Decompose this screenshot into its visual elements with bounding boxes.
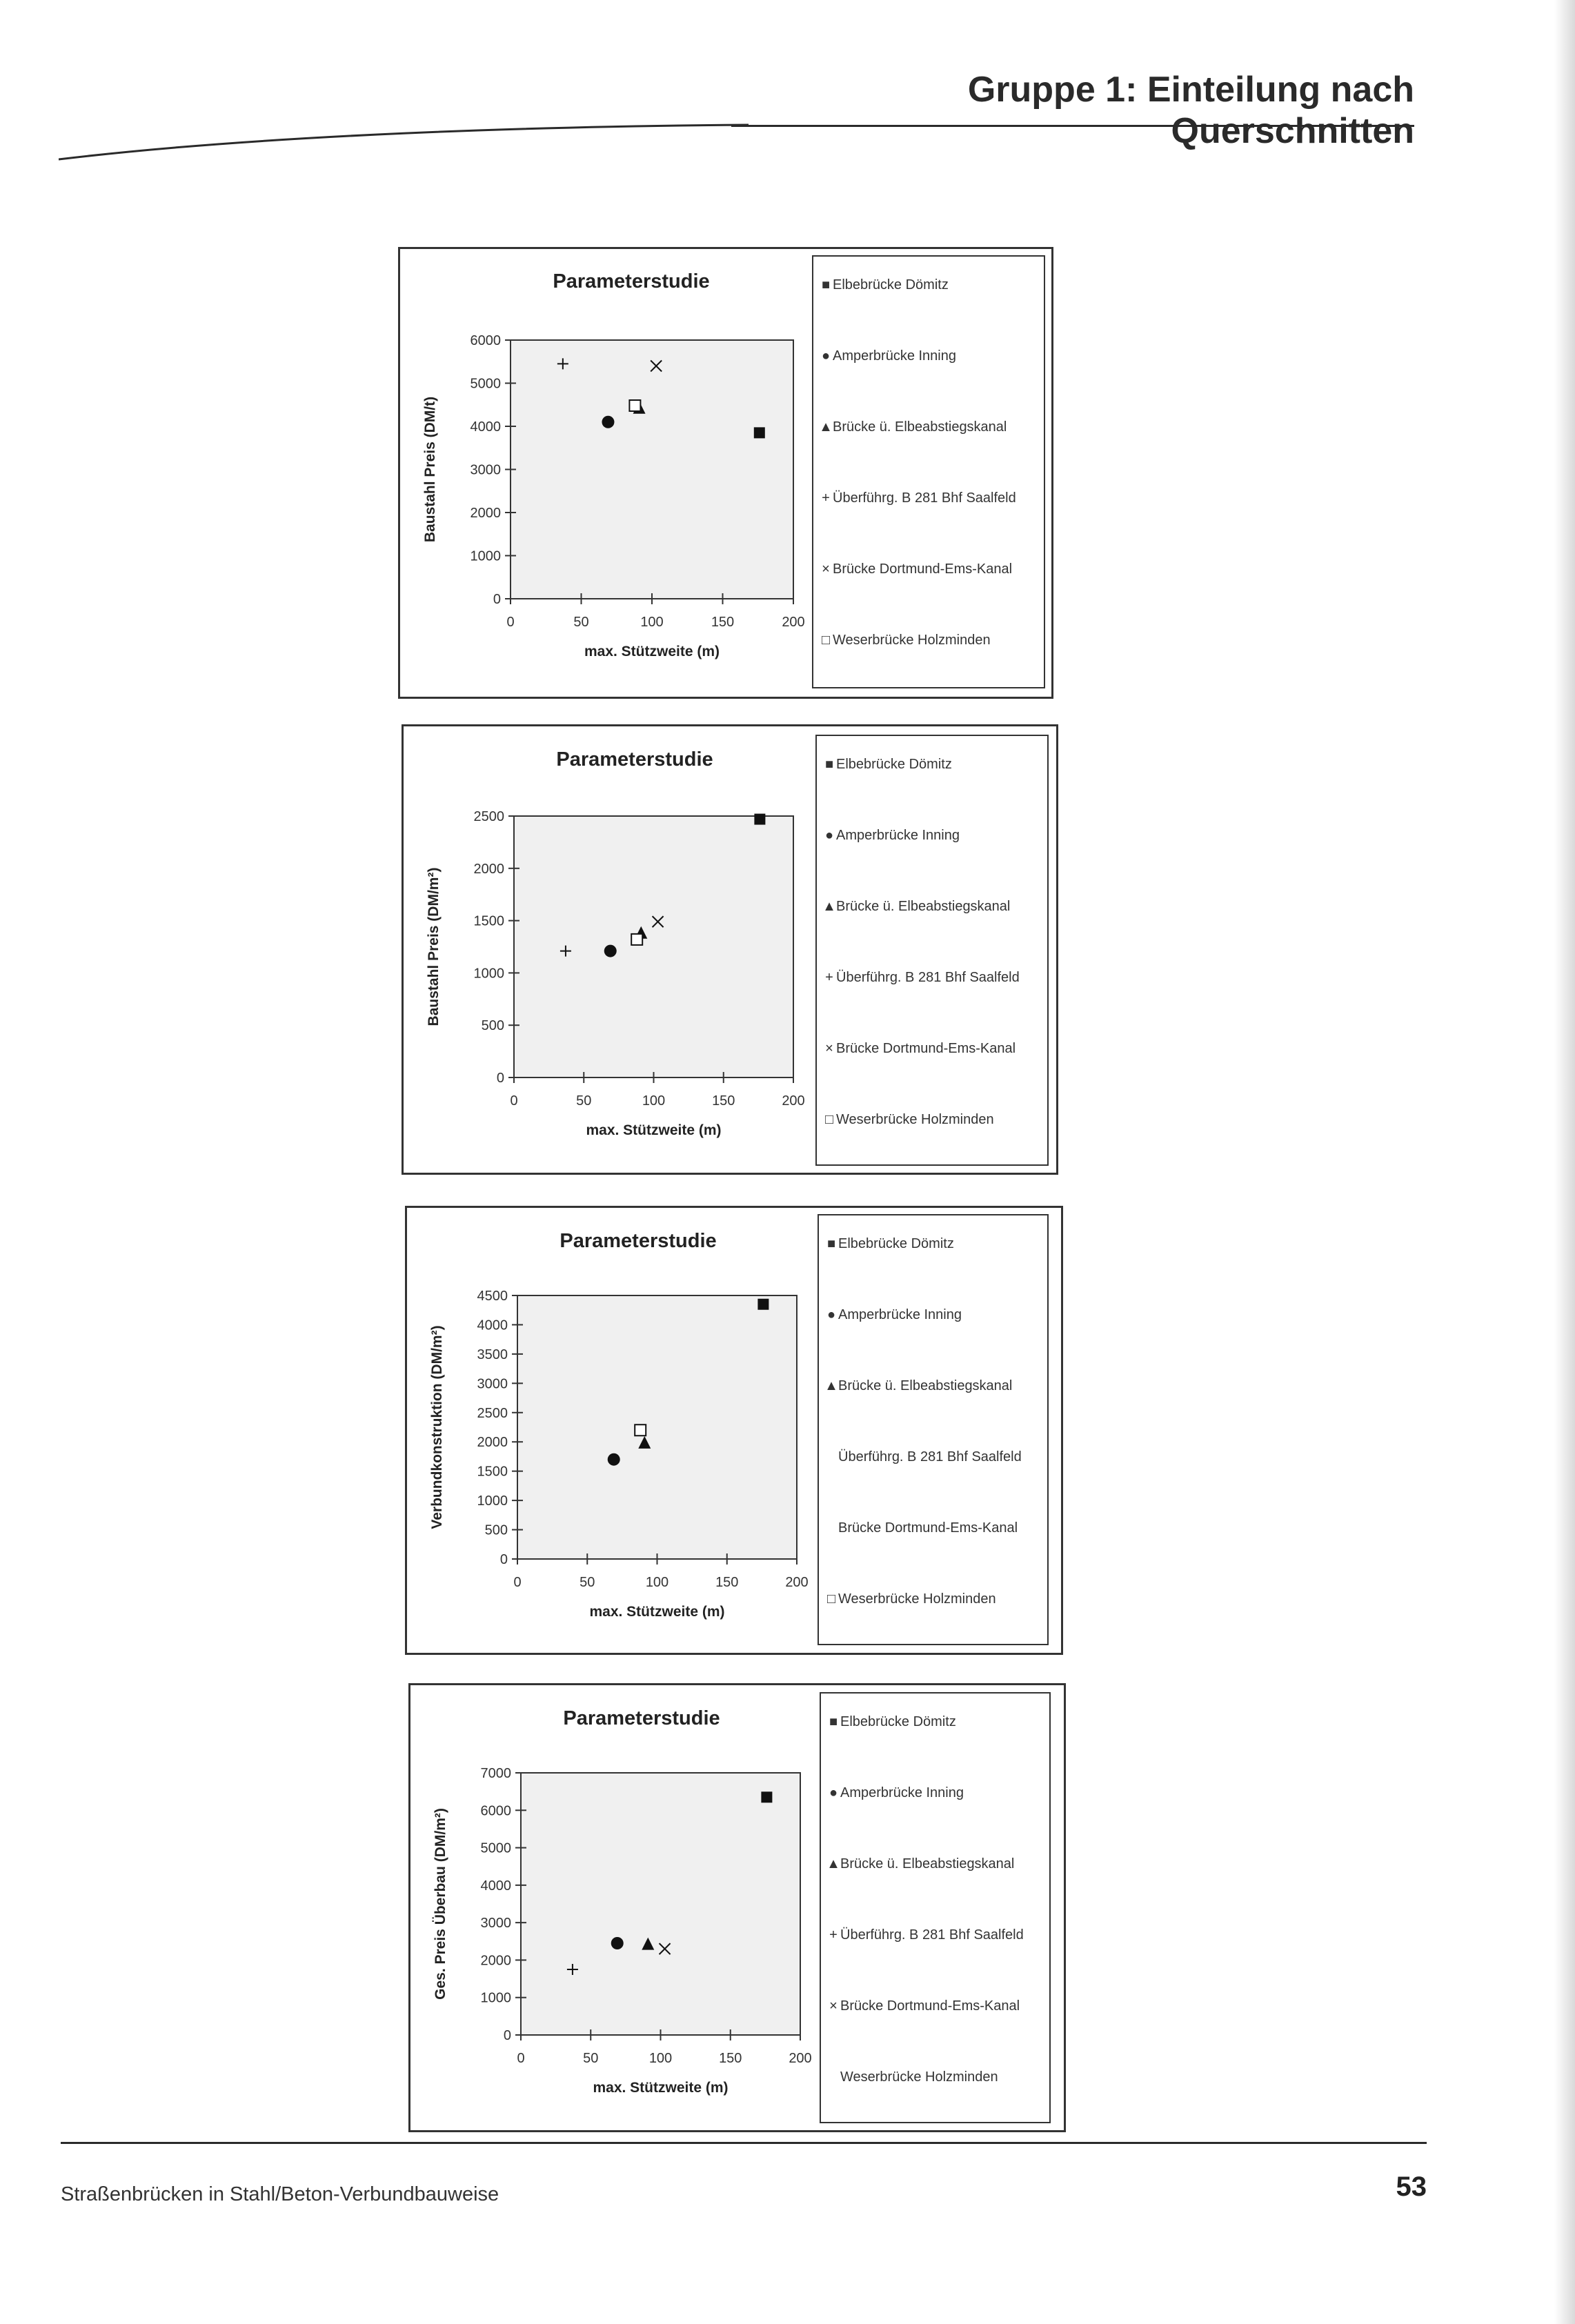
- legend-item: [819, 562, 1012, 577]
- x-axis-label: max. Stützweite (m): [586, 1122, 722, 1138]
- y-tick-label: 500: [484, 1522, 508, 1538]
- legend-item: [824, 1449, 1022, 1465]
- legend-label: Amperbrücke Inning: [836, 828, 960, 843]
- x-tick-label: 50: [576, 1093, 592, 1109]
- legend-label: Amperbrücke Inning: [838, 1307, 962, 1322]
- legend-item: [824, 1591, 996, 1607]
- x-tick-label: 200: [782, 1093, 805, 1109]
- x-tick-label: 100: [645, 1575, 669, 1590]
- legend-marker-icon: ●: [829, 1785, 838, 1800]
- y-tick-label: 0: [493, 592, 501, 607]
- y-tick-label: 1000: [477, 1493, 508, 1509]
- footer-rule: [61, 2142, 1427, 2144]
- legend-item: [826, 1856, 1014, 1872]
- x-tick-label: 0: [510, 1093, 518, 1109]
- x-tick-label: 150: [711, 615, 735, 630]
- legend-label: Brücke ü. Elbeabstiegskanal: [840, 1856, 1015, 1871]
- y-tick-label: 3500: [477, 1347, 508, 1362]
- legend-item: [822, 757, 952, 773]
- legend-label: Amperbrücke Inning: [833, 348, 956, 364]
- legend-item: [822, 1112, 994, 1128]
- legend-marker-icon: □: [824, 1112, 834, 1127]
- legend-marker-icon: □: [826, 1591, 836, 1607]
- y-axis-label: Baustahl Preis (DM/t): [422, 396, 438, 543]
- legend-marker-icon: ▲: [822, 899, 836, 914]
- x-tick-label: 200: [785, 1575, 809, 1590]
- legend-item: [819, 419, 1007, 435]
- chart-title: Parameterstudie: [559, 1230, 717, 1252]
- legend-marker-icon: ▲: [824, 1378, 838, 1393]
- legend-label: Weserbrücke Holzminden: [840, 2069, 998, 2085]
- y-tick-label: 5000: [470, 376, 501, 392]
- legend-label: Überführg. B 281 Bhf Saalfeld: [836, 970, 1020, 985]
- x-tick-label: 50: [573, 615, 589, 630]
- y-tick-label: 7000: [480, 1766, 511, 1781]
- legend-marker-icon: ▲: [826, 1856, 840, 1871]
- legend-item: [826, 1927, 1024, 1943]
- y-tick-label: 2500: [473, 809, 504, 824]
- legend-marker-icon: ●: [821, 348, 831, 364]
- y-tick-label: 3000: [470, 462, 501, 478]
- x-tick-label: 0: [517, 2051, 525, 2066]
- legend-item: [824, 1520, 1018, 1536]
- page-edge-shadow: [1554, 0, 1575, 2324]
- y-tick-label: 6000: [480, 1803, 511, 1819]
- legend-item: [824, 1307, 962, 1323]
- page-number: 53: [1396, 2172, 1427, 2202]
- y-tick-label: 500: [481, 1018, 504, 1034]
- legend-label: Weserbrücke Holzminden: [833, 633, 991, 648]
- x-tick-label: 100: [642, 1093, 666, 1109]
- y-tick-label: 2000: [480, 1953, 511, 1969]
- y-tick-label: 4500: [477, 1289, 508, 1304]
- y-tick-label: 4000: [480, 1878, 511, 1894]
- x-tick-label: 200: [789, 2051, 812, 2066]
- legend-item: [824, 1378, 1012, 1394]
- legend-item: [824, 1236, 954, 1252]
- x-tick-label: 50: [580, 1575, 595, 1590]
- y-tick-label: 1000: [470, 548, 501, 564]
- legend-marker-icon: +: [829, 1927, 838, 1943]
- x-tick-label: 50: [583, 2051, 599, 2066]
- legend-label: Elbebrücke Dömitz: [833, 277, 949, 292]
- page-title: Gruppe 1: Einteilung nach Querschnitten: [967, 70, 1414, 151]
- legend-label: Elbebrücke Dömitz: [836, 757, 952, 772]
- legend-label: Brücke Dortmund-Ems-Kanal: [836, 1041, 1016, 1056]
- x-tick-label: 150: [712, 1093, 735, 1109]
- legend-marker-icon: ■: [826, 1236, 836, 1251]
- y-tick-label: 0: [499, 1552, 508, 1567]
- legend-marker-icon: ■: [829, 1714, 838, 1729]
- legend-marker-icon: ■: [824, 757, 834, 772]
- chart-legend: [820, 1692, 1051, 2123]
- legend-marker-icon: □: [821, 633, 831, 648]
- legend-label: Elbebrücke Dömitz: [840, 1714, 956, 1729]
- legend-label: Überführg. B 281 Bhf Saalfeld: [838, 1449, 1022, 1464]
- legend-item: [822, 828, 960, 844]
- x-axis-label: max. Stützweite (m): [584, 644, 720, 659]
- legend-label: Brücke ü. Elbeabstiegskanal: [838, 1378, 1013, 1393]
- chart-legend: [818, 1214, 1049, 1645]
- legend-item: [819, 277, 949, 293]
- y-axis-label: Verbundkonstruktion (DM/m²): [429, 1325, 445, 1529]
- y-tick-label: 6000: [470, 333, 501, 348]
- legend-marker-icon: ▲: [819, 419, 833, 435]
- x-tick-label: 100: [640, 615, 664, 630]
- x-tick-label: 150: [715, 1575, 739, 1590]
- y-tick-label: 1500: [473, 913, 504, 929]
- legend-label: Amperbrücke Inning: [840, 1785, 964, 1800]
- chart-legend: [815, 735, 1049, 1166]
- x-tick-label: 200: [782, 615, 805, 630]
- x-tick-label: 150: [719, 2051, 742, 2066]
- y-tick-label: 4000: [470, 419, 501, 435]
- y-tick-label: 2000: [470, 506, 501, 521]
- legend-item: [822, 970, 1020, 986]
- legend-label: Brücke ü. Elbeabstiegskanal: [836, 899, 1011, 914]
- legend-item: [819, 348, 956, 364]
- legend-item: [819, 633, 991, 648]
- y-tick-label: 0: [496, 1071, 504, 1086]
- y-tick-label: 3000: [477, 1376, 508, 1392]
- legend-label: Brücke Dortmund-Ems-Kanal: [838, 1520, 1018, 1536]
- legend-item: [826, 1998, 1020, 2014]
- legend-label: Brücke ü. Elbeabstiegskanal: [833, 419, 1007, 435]
- y-tick-label: 1500: [477, 1464, 508, 1480]
- header-swoosh: [59, 121, 749, 162]
- y-tick-label: 0: [503, 2028, 511, 2043]
- legend-label: Überführg. B 281 Bhf Saalfeld: [833, 490, 1016, 506]
- legend-label: Brücke Dortmund-Ems-Kanal: [840, 1998, 1020, 2014]
- y-tick-label: 2500: [477, 1405, 508, 1421]
- y-tick-label: 4000: [477, 1318, 508, 1333]
- x-tick-label: 100: [648, 2051, 673, 2066]
- legend-marker-icon: +: [822, 490, 830, 506]
- legend-marker-icon: ●: [824, 828, 834, 843]
- legend-item: [822, 1041, 1016, 1057]
- legend-item: [822, 899, 1010, 915]
- x-tick-label: 0: [506, 615, 515, 630]
- y-tick-label: 2000: [477, 1435, 508, 1451]
- legend-item: [826, 1785, 964, 1801]
- chart-title: Parameterstudie: [553, 270, 710, 292]
- legend-label: Weserbrücke Holzminden: [838, 1591, 996, 1607]
- legend-item: [826, 2069, 998, 2085]
- chart-title: Parameterstudie: [556, 748, 713, 771]
- x-tick-label: 0: [513, 1575, 522, 1590]
- legend-item: [826, 1714, 956, 1730]
- y-axis-label: Baustahl Preis (DM/m²): [426, 867, 442, 1026]
- chart-title: Parameterstudie: [563, 1707, 720, 1729]
- legend-label: Elbebrücke Dömitz: [838, 1236, 954, 1251]
- y-tick-label: 2000: [473, 861, 504, 877]
- x-axis-label: max. Stützweite (m): [593, 2080, 729, 2096]
- legend-marker-icon: ×: [825, 1041, 833, 1056]
- legend-item: [819, 490, 1016, 506]
- y-axis-label: Ges. Preis Überbau (DM/m²): [433, 1808, 448, 2000]
- legend-marker-icon: ×: [829, 1998, 838, 2014]
- y-tick-label: 3000: [480, 1916, 511, 1931]
- legend-marker-icon: ●: [826, 1307, 836, 1322]
- legend-marker-icon: ■: [821, 277, 831, 292]
- chart-legend: [812, 255, 1045, 688]
- footer-text: Straßenbrücken in Stahl/Beton-Verbundbauweise: [61, 2183, 499, 2205]
- legend-marker-icon: +: [825, 970, 833, 985]
- y-tick-label: 5000: [480, 1840, 511, 1856]
- x-axis-label: max. Stützweite (m): [589, 1604, 725, 1620]
- y-tick-label: 1000: [473, 966, 504, 982]
- legend-label: Weserbrücke Holzminden: [836, 1112, 994, 1127]
- y-tick-label: 1000: [480, 1990, 511, 2006]
- legend-marker-icon: ×: [822, 562, 830, 577]
- legend-label: Überführg. B 281 Bhf Saalfeld: [840, 1927, 1024, 1943]
- legend-label: Brücke Dortmund-Ems-Kanal: [833, 562, 1013, 577]
